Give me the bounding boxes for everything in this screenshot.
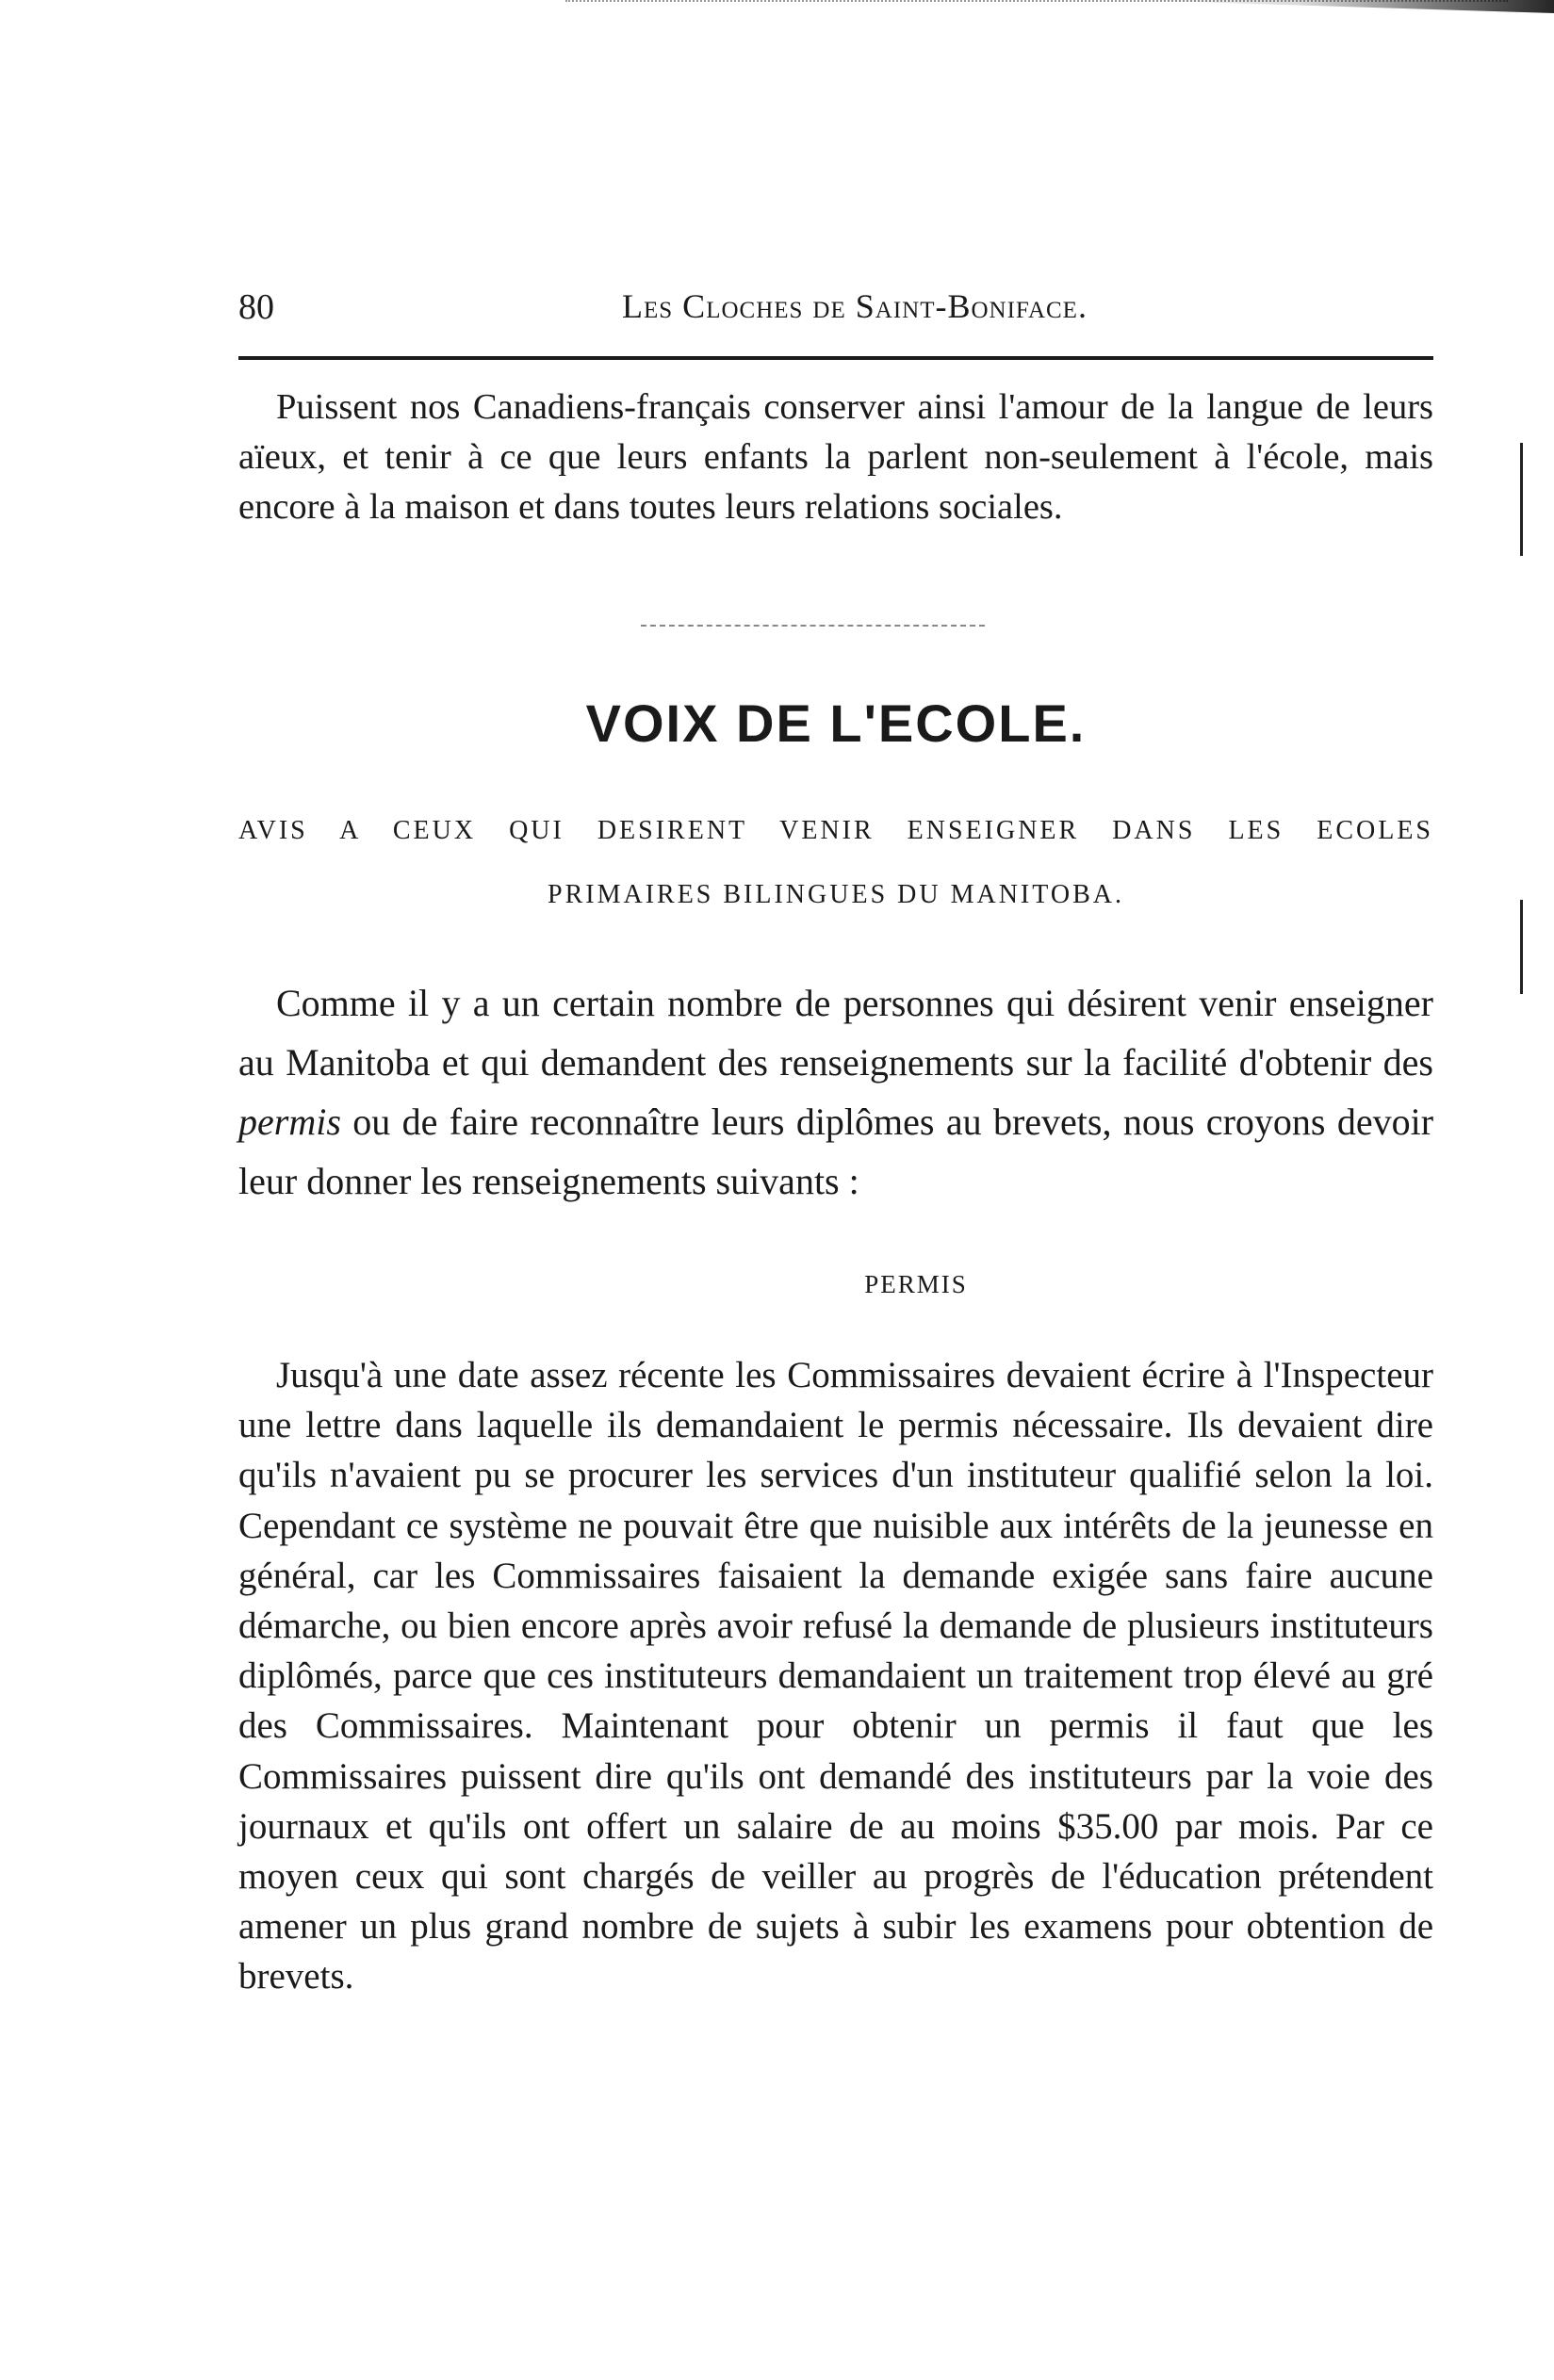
section-subtitle-line-1: AVIS A CEUX QUI DESIRENT VENIR ENSEIGNER DANS LES ECOLES <box>238 816 1433 845</box>
subheading-permis: PERMIS <box>864 1270 968 1298</box>
margin-mark <box>1520 443 1523 556</box>
page-number: 80 <box>238 287 274 327</box>
permis-paragraph: Jusqu'à une date assez récente les Commissaires devaient écrire à l'Inspecteur une lettre dans laquelle ils demandaient le permis nécessaire. Ils devaient dire qu'ils n'avaient pu se procurer les services d'un instituteur qualifié selon la loi. Cependant ce système ne pouvait être que nuisible aux intérêts de la jeunesse en général, car les Commissaires faisaient la demande exigée sans faire aucune démarche, ou bien encore après avoir refusé la demande de plusieurs instituteurs diplômés, parce que ces instituteurs demandaient un traitement trop élevé au gré des Commissaires. Maintenant pour obtenir un permis il faut que les Commissaires puissent dire qu'ils ont demandé des instituteurs par la voie des journaux et qu'ils ont offert un salaire de au moins $35.00 par mois. Par ce moyen ceux qui sont chargés de veiller au progrès de l'éducation prétendent amener un plus grand nombre de sujets à subir les examens pour obtention de brevets. <box>238 1355 1433 1997</box>
notice-paragraph-end: ou de faire reconnaître leurs diplômes au brevets, nous croyons devoir leur donner les renseignements suivants : <box>238 1100 1434 1202</box>
notice-paragraph <box>238 973 1433 1211</box>
notice-paragraph-start: Comme il y a un certain nombre de personnes qui désirent venir enseigner au Manitoba et qui demandent des renseignements sur la facilité d'obtenir des <box>238 982 1433 1084</box>
intro-paragraph: Puissent nos Canadiens-français conserver ainsi l'amour de la langue de leurs aïeux, et tenir à ce que leurs enfants la parlent non-seulement à l'école, mais encore à la maison et dans toutes leurs relations sociales. <box>238 387 1433 527</box>
running-title: Les Cloches de Saint-Boniface. <box>622 287 1088 325</box>
section-separator <box>641 625 985 627</box>
margin-mark <box>1520 900 1523 994</box>
page-header <box>238 286 1433 334</box>
header-rule <box>238 356 1433 360</box>
emphasis-permis: permis <box>238 1100 341 1143</box>
section-title: VOIX DE L'ECOLE. <box>585 693 1087 753</box>
section-subtitle-line-2: PRIMAIRES BILINGUES DU MANITOBA. <box>548 880 1124 909</box>
